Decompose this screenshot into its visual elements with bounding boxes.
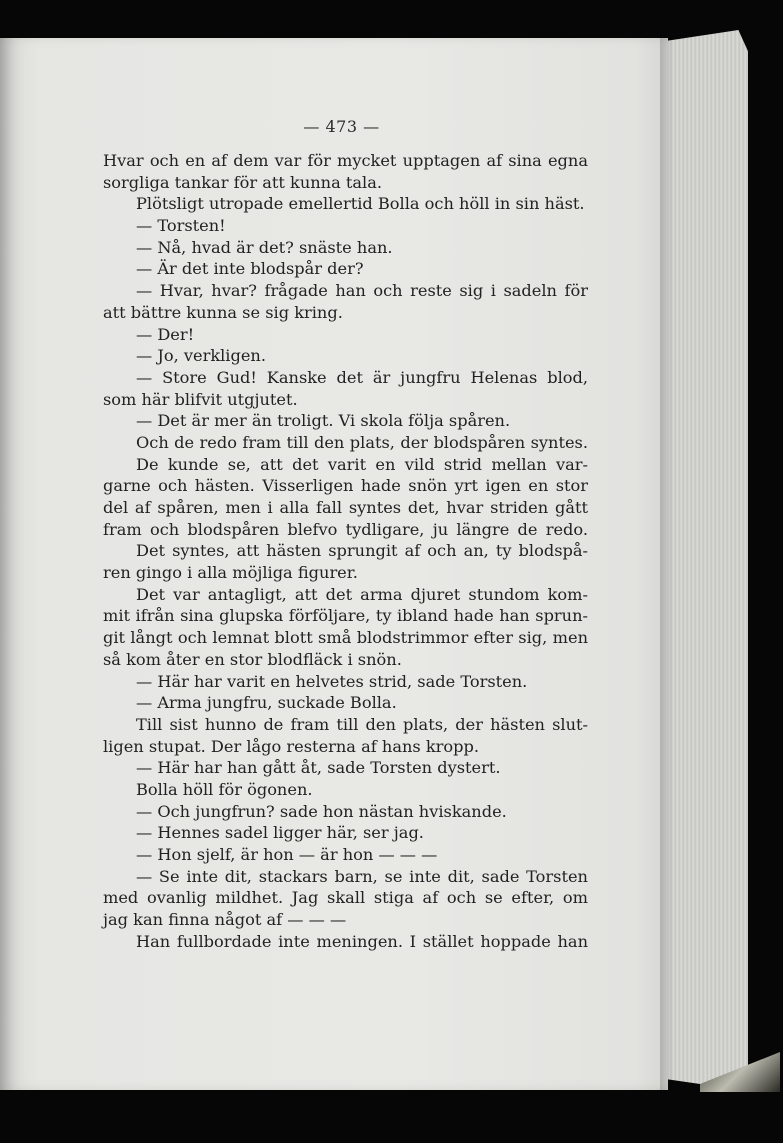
- text-line: del af spåren, men i alla fall syntes det, hvar striden gått: [103, 498, 588, 517]
- text-line: — Här har varit en helvetes strid, sade Torsten.: [136, 671, 528, 691]
- page-edge-shadow: [660, 38, 674, 1090]
- text-line: Det var antagligt, att det arma djuret stundom kom-: [136, 584, 588, 604]
- text-line: Till sist hunno de fram till den plats, der hästen slut-: [136, 714, 588, 734]
- text-line: fram och blodspåren blefvo tydligare, ju längre de redo.: [103, 519, 588, 539]
- text-line: — Hon sjelf, är hon — är hon — — —: [136, 845, 438, 864]
- text-line: med ovanlig mildhet. Jag skall stiga af och se efter, om: [103, 888, 588, 908]
- text-line: sorgliga tankar för att kunna tala.: [103, 172, 383, 192]
- text-line: Hvar och en af dem var för mycket upptagen af sina egna: [103, 151, 588, 170]
- text-line: De kunde se, att det varit en vild strid mellan var-: [136, 454, 588, 474]
- text-line: — Der!: [136, 324, 195, 344]
- text-line: — Hennes sadel ligger här, ser jag.: [136, 823, 424, 843]
- text-line: som här blifvit utgjutet.: [103, 389, 298, 409]
- text-line: git långt och lemnat blott små blodstrimmor efter sig, men: [103, 628, 588, 648]
- text-line: Plötsligt utropade emellertid Bolla och höll in sin häst.: [136, 194, 585, 214]
- page-number: — 473 —: [303, 117, 380, 136]
- text-line: ren gingo i alla möjliga figurer.: [103, 563, 358, 583]
- text-line: — Är det inte blodspår der?: [136, 259, 364, 279]
- text-line: — Torsten!: [136, 216, 226, 236]
- text-line: — Arma jungfru, suckade Bolla.: [136, 693, 397, 713]
- text-line: — Store Gud! Kanske det är jungfru Helenas blod,: [136, 367, 588, 387]
- text-line: Bolla höll för ögonen.: [136, 779, 313, 799]
- text-line: — Här har han gått åt, sade Torsten dystert.: [136, 758, 501, 778]
- text-line: — Se inte dit, stackars barn, se inte dit, sade Torsten: [136, 866, 588, 886]
- text-line: Det syntes, att hästen sprungit af och an, ty blodspå-: [136, 541, 588, 561]
- text-line: att bättre kunna se sig kring.: [103, 302, 343, 322]
- text-line: — Hvar, hvar? frågade han och reste sig i sadeln för: [136, 281, 588, 301]
- text-line: garne och hästen. Visserligen hade snön yrt igen en stor: [103, 476, 588, 496]
- text-line: mit ifrån sina glupska förföljare, ty ibland hade han sprun-: [103, 606, 588, 626]
- text-line: — Och jungfrun? sade hon nästan hviskande.: [136, 801, 507, 821]
- text-line: Han fullbordade inte meningen. I stället hoppade han: [136, 931, 588, 951]
- text-line: — Det är mer än troligt. Vi skola följa spåren.: [136, 411, 511, 431]
- body-text: [103, 150, 588, 952]
- text-line: jag kan finna något af — — —: [103, 910, 347, 930]
- text-line: — Nå, hvad är det? snäste han.: [136, 237, 393, 257]
- page-edges: [668, 30, 748, 1090]
- text-line: — Jo, verkligen.: [136, 346, 266, 366]
- text-line: så kom åter en stor blodfläck i snön.: [103, 649, 402, 669]
- text-line: Och de redo fram till den plats, der blodspåren syntes.: [136, 432, 588, 452]
- text-line: ligen stupat. Der lågo resterna af hans kropp.: [103, 736, 480, 756]
